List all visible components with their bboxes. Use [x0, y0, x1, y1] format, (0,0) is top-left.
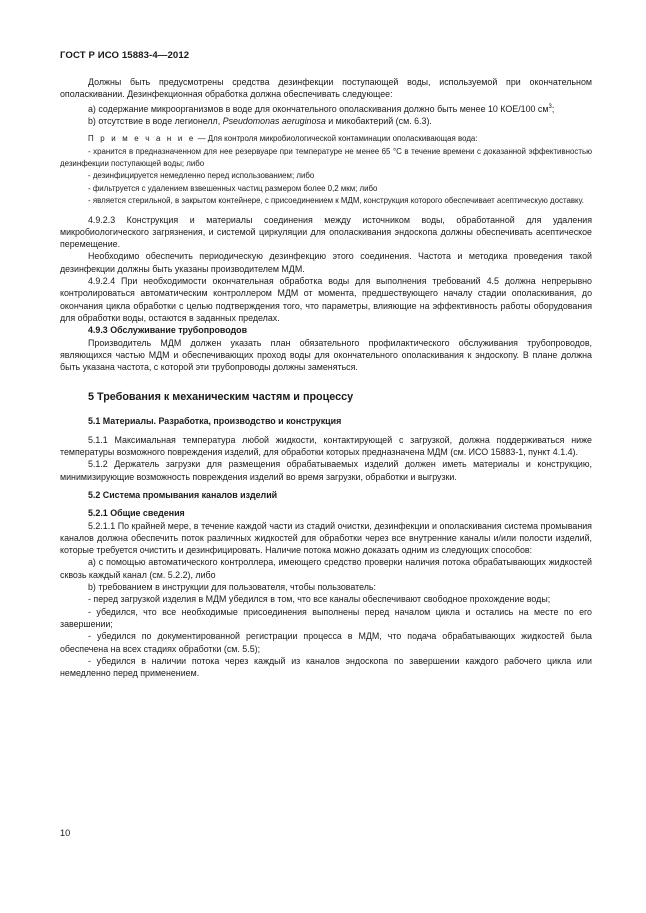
paragraph: Производитель МДМ должен указать план обязательного профилактического обслуживания трубопроводов, являющихся частью МДМ и обеспечивающих проход воды для окончательного ополаскивания к эндоскопу. В плане должна быть указана частота, с которой эти трубопроводы должны заменяться. — [60, 337, 592, 373]
subsection-heading: 5.2.1 Общие сведения — [88, 508, 185, 519]
note-heading — [60, 133, 592, 145]
document-body — [60, 76, 592, 679]
paragraph: Должны быть предусмотрены средства дезинфекции поступающей воды, используемой при окончательном ополаскивании. Дезинфекционная обработка должна обеспечивать следующее: — [60, 77, 592, 100]
document-header: ГОСТ Р ИСО 15883-4—2012 — [60, 50, 190, 61]
paragraph: 5.1.1 Максимальная температура любой жидкости, контактирующей с загрузкой, должна поддерживаться ниже температуры возможного повреждения изделий, для обработки которых предназначена МДМ (см. ИСО 15883-1, пункт 4.1.4). — [60, 434, 592, 458]
text: а) содержание микроорганизмов в воде для окончательного ополаскивания должно быть менее 10 КОЕ/100 см — [88, 103, 549, 114]
subsection-heading: 4.9.3 Обслуживание трубопроводов — [88, 325, 248, 336]
text: ; — [551, 103, 555, 114]
note-item: - фильтруется с удалением взвешенных частиц размером более 0,2 мкм; либо — [88, 183, 378, 193]
list-item: - перед загрузкой изделия в МДМ убедился в том, что все каналы обеспечивают свободное прохождение воды; — [88, 594, 551, 605]
paragraph: 5.2.1.1 По крайней мере, в течение каждой части из стадий очистки, дезинфекции и ополаскивания система промывания каналов должна обеспечить поток различных жидкостей для обработки через все внутренние каналы и/или полости изделий, которые требуется очистить и дезинфицировать. Наличие потока можно доказать одним из следующих способов: — [60, 520, 592, 556]
page-number: 10 — [60, 828, 71, 838]
subsection-heading: 5.2 Система промывания каналов изделий — [88, 489, 278, 500]
note-item: - хранится в предназначенном для нее резервуаре при температуре не менее 65 °С в течение времени с доказанной эффективностью дезинфекции поступающей воды; либо — [60, 146, 592, 168]
text: b) отсутствие в воде легионелл, — [88, 115, 223, 126]
paragraph — [60, 115, 592, 127]
paragraph: 4.9.2.4 При необходимости окончательная обработка воды для выполнения требований 4.5 должна непрерывно контролироваться автоматическим контроллером МДМ от момента, предшествующего началу стадии ополаскивания, до окончания цикла обработки с целью подтверждения того, что параметры, влияющие на эффективность работы оборудования для обработки воды, остаются в заданных пределах. — [60, 276, 592, 323]
note-item: - дезинфицируется немедленно перед использованием; либо — [88, 171, 315, 181]
paragraph: 5.1.2 Держатель загрузки для размещения обрабатываемых изделий должен иметь материалы и конструкцию, минимизирующие возможность повреждения изделий во время загрузки, обработки и выгрузки. — [60, 459, 592, 482]
list-item: - убедился, что все необходимые присоединения выполнены перед началом цикла и остались на месте по его завершении; — [60, 606, 592, 629]
paragraph: 4.9.2.3 Конструкция и материалы соединения между источником воды, обработанной для удаления микробиологического загрязнения, и системой циркуляции для ополаскивания эндоскопа должны обеспечивать асептическое перемещение. — [60, 214, 592, 250]
superscript: 3 — [548, 103, 552, 110]
list-item: - убедился в наличии потока через каждый из каналов эндоскопа по завершении каждого рабочего цикла или немедленно перед применением. — [60, 655, 592, 679]
paragraph — [60, 101, 592, 115]
italic-text: Pseudomonas aeruginosa — [222, 115, 326, 126]
section-heading: 5 Требования к механическим частям и процессу — [88, 391, 354, 404]
text: — Для контроля микробиологической контаминации ополаскивающая вода: — [195, 134, 478, 144]
list-item: - убедился по документированной регистрации процесса в МДМ, что подача обрабатывающих жидкостей была обеспечена на всех стадиях обработки (см. 5.5); — [60, 631, 592, 654]
subsection-heading: 5.1 Материалы. Разработка, производство и конструкция — [88, 416, 342, 427]
list-item: b) требованием в инструкции для пользователя, чтобы пользователь: — [88, 582, 376, 593]
list-item: а) с помощью автоматического контроллера, имеющего средство проверки наличия потока обрабатывающих жидкостей сквозь каждый канал (см. 5.2.2), либо — [60, 557, 592, 580]
text: и микобактерий (см. 6.3). — [325, 115, 432, 126]
note-label: П р и м е ч а н и е — [88, 134, 196, 144]
note-item: - является стерильной, в закрытом контейнере, с присоединением к МДМ, конструкция которого обеспечивает асептическую доставку. — [88, 196, 584, 206]
paragraph: Необходимо обеспечить периодическую дезинфекцию этого соединения. Частота и методика проведения такой дезинфекции должны быть указаны производителем МДМ. — [60, 251, 592, 274]
